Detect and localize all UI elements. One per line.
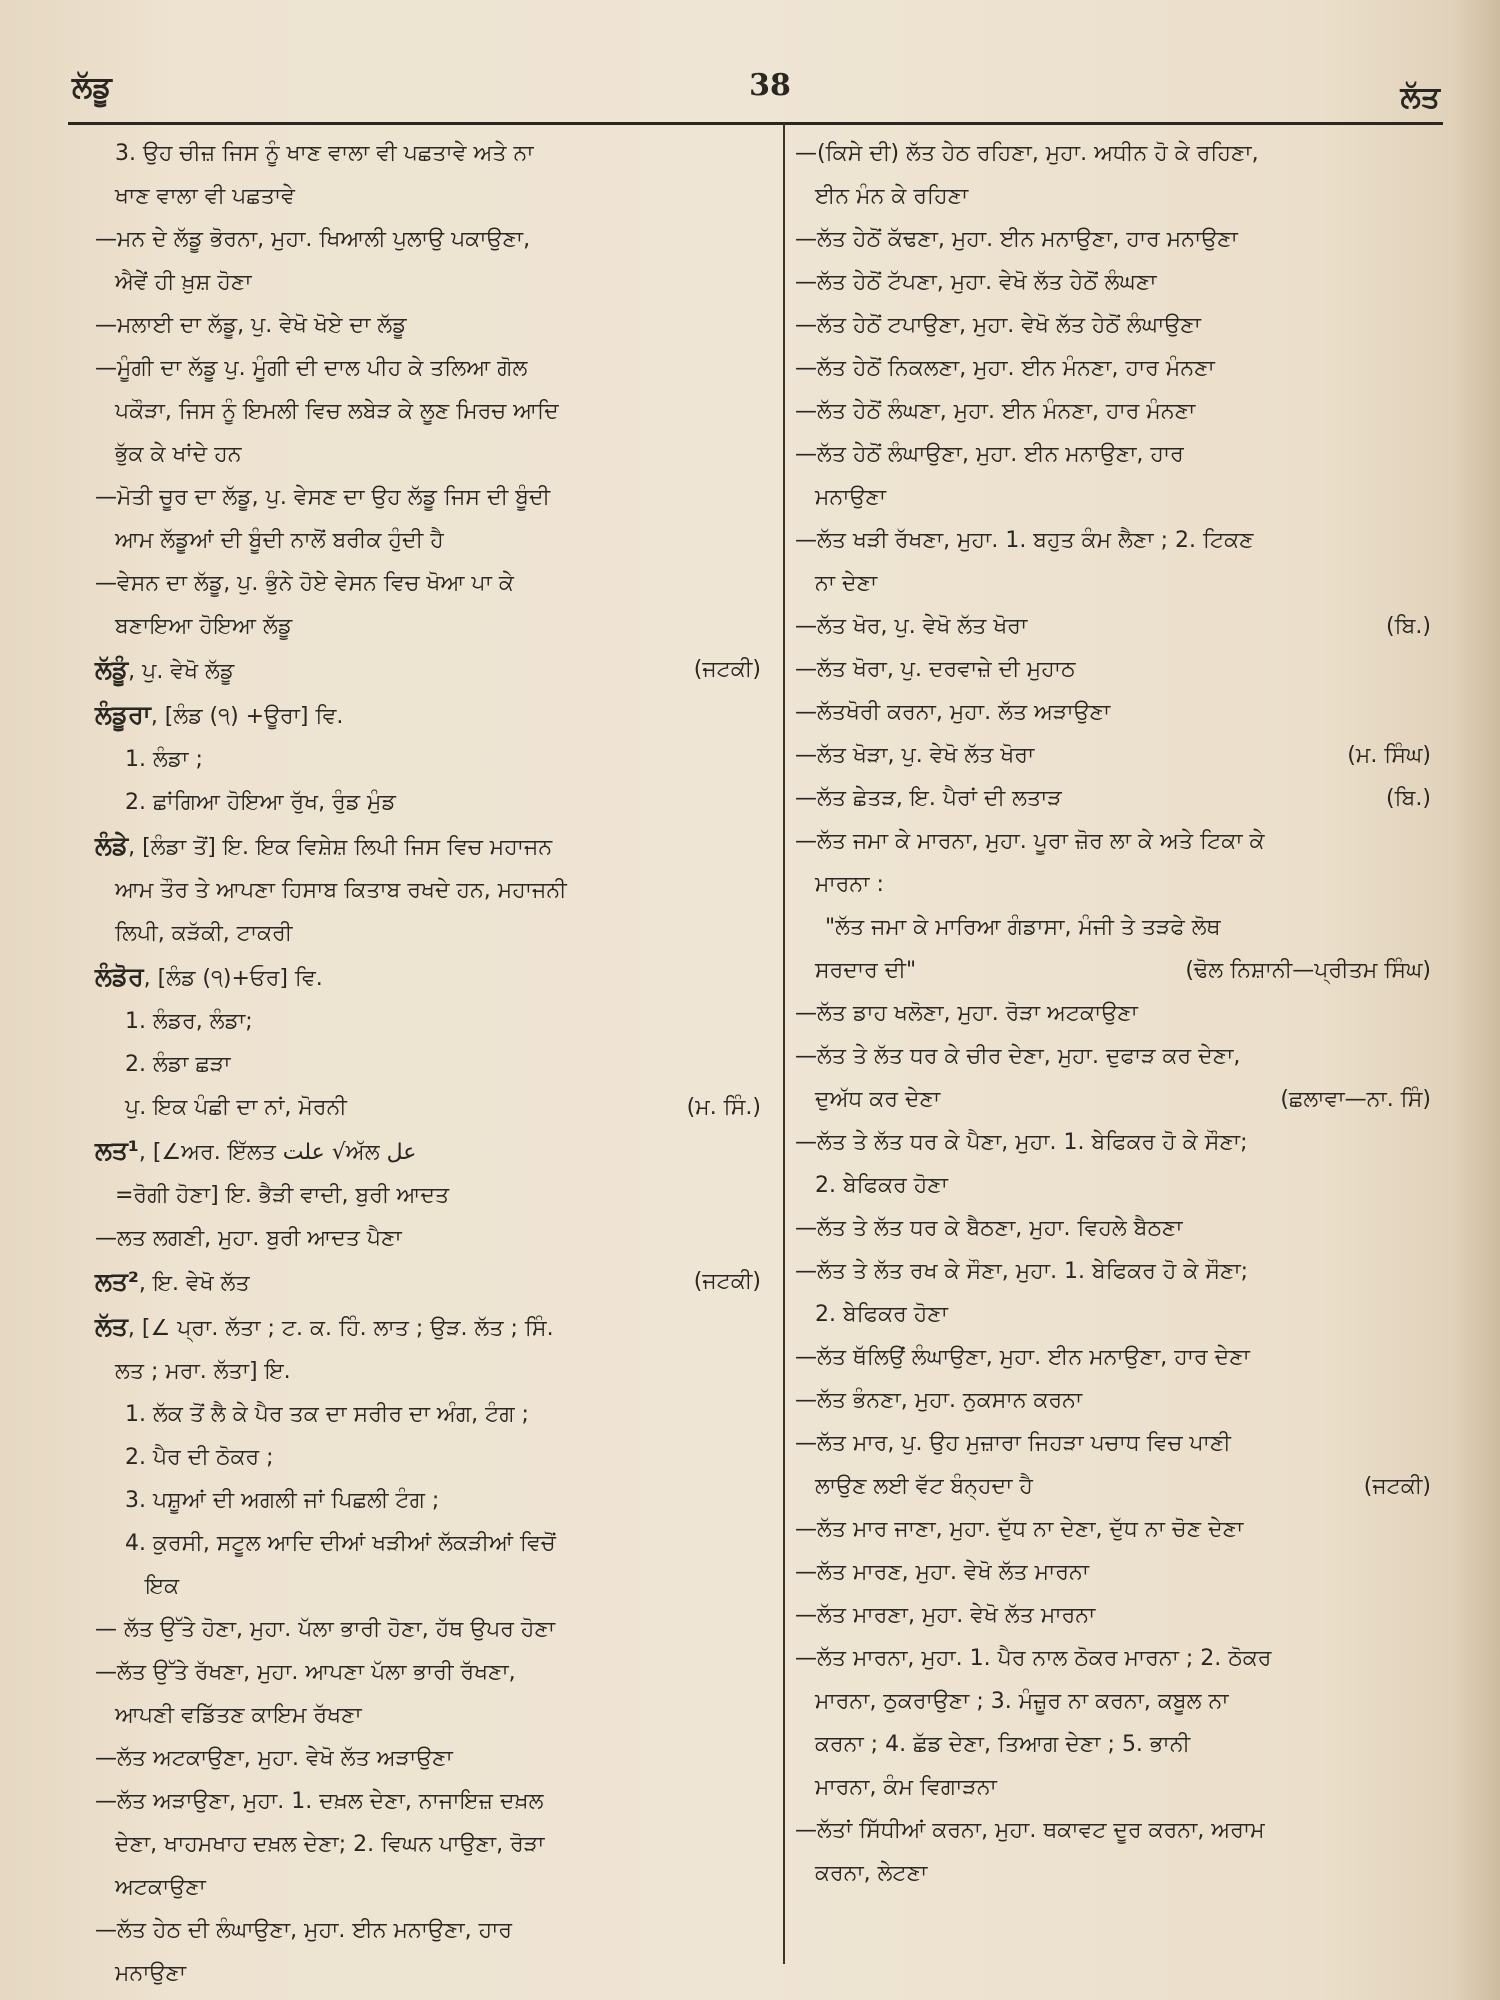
entry-text: —ਲੱਤ ਮਾਰਣਾ, ਮੁਹਾ. ਵੇਖੋ ਲੱਤ ਮਾਰਨਾ [795, 1603, 1096, 1628]
entry-text: —ਲੱਤ ਅੜਾਉਣਾ, ਮੁਹਾ. 1. ਦਖ਼ਲ ਦੇਣਾ, ਨਾਜਾਇਜ਼ ਦਖ਼ਲ [95, 1789, 544, 1814]
entry-text: , ਪੁ. ਵੇਖੋ ਲੱਡੂ [128, 659, 235, 684]
headword-line [95, 648, 765, 693]
entry-text: ਬਣਾਇਆ ਹੋਇਆ ਲੱਡੂ [115, 614, 293, 639]
entry-text: —ਲੱਤ ਜਮਾ ਕੇ ਮਾਰਨਾ, ਮੁਹਾ. ਪੂਰਾ ਜ਼ੋਰ ਲਾ ਕੇ ਅਤੇ ਟਿਕਾ ਕੇ [795, 829, 1265, 854]
source-tag: (ਛਲਾਵਾ—ਨਾ. ਸਿੰ) [1280, 1087, 1431, 1112]
entry-text: 3. ਉਹ ਚੀਜ਼ ਜਿਸ ਨੂੰ ਖਾਣ ਵਾਲਾ ਵੀ ਪਛਤਾਵੇ ਅਤੇ ਨਾ [115, 141, 534, 166]
entry-line [95, 1393, 765, 1436]
entry-line [795, 648, 1435, 691]
entry-text: 2. ਬੇਫਿਕਰ ਹੋਣਾ [815, 1173, 948, 1198]
page-number: 38 [749, 68, 791, 103]
entry-text: —ਲੱਤ ਤੇ ਲੱਤ ਧਰ ਕੇ ਪੈਣਾ, ਮੁਹਾ. 1. ਬੇਫਿਕਰ ਹੋ ਕੇ ਸੌਣਾ; [795, 1130, 1248, 1155]
entry-line [95, 476, 765, 519]
entry-text: —ਲੱਤ ਹੇਠੋਂ ਨਿਕਲਣਾ, ਮੁਹਾ. ਈਨ ਮੰਨਣਾ, ਹਾਰ ਮੰਨਣਾ [795, 356, 1215, 381]
entry-text: , ਇ. ਵੇਖੋ ਲੱਤ [138, 1271, 250, 1296]
source-tag: (ਮ. ਸਿੰ.) [686, 1095, 761, 1120]
entry-line [95, 1909, 765, 1952]
entry-text: ਪਕੌੜਾ, ਜਿਸ ਨੂੰ ਇਮਲੀ ਵਿਚ ਲਬੇੜ ਕੇ ਲੂਣ ਮਿਰਚ ਆਦਿ [115, 399, 559, 424]
entry-text: ਪੁ. ਇਕ ਪੰਛੀ ਦਾ ਨਾਂ, ਮੋਰਨੀ [125, 1095, 347, 1120]
entry-line [795, 1035, 1435, 1078]
entry-text: , [ਲੰਡ (੧)+ਓਰ] ਵਿ. [143, 966, 323, 991]
entry-text: —ਮੋਤੀ ਚੂਰ ਦਾ ਲੱਡੂ, ਪੁ. ਵੇਸਣ ਦਾ ਉਹ ਲੱਡੂ ਜਿਸ ਦੀ ਬੂੰਦੀ [95, 485, 551, 510]
page-header [70, 62, 1440, 122]
entry-text: ਐਵੇਂ ਹੀ ਖ਼ੁਸ਼ ਹੋਣਾ [115, 270, 252, 295]
entry-line [95, 1737, 765, 1780]
entry-text: 2. ਪੈਰ ਦੀ ਠੋਕਰ ; [125, 1445, 274, 1470]
entry-text: 4. ਕੁਰਸੀ, ਸਟੂਲ ਆਦਿ ਦੀਆਂ ਖੜੀਆਂ ਲੱਕੜੀਆਂ ਵਿਚੋਂ [125, 1531, 556, 1556]
entry-text: —ਲੱਤ ਖੜੀ ਰੱਖਣਾ, ਮੁਹਾ. 1. ਬਹੁਤ ਕੰਮ ਲੈਣਾ ; 2. ਟਿਕਣ [795, 528, 1254, 553]
entry-line [795, 218, 1435, 261]
entry-text: —ਲੱਤ ਤੇ ਲੱਤ ਰਖ ਕੇ ਸੌਣਾ, ਮੁਹਾ. 1. ਬੇਫਿਕਰ ਹੋ ਕੇ ਸੌਣਾ; [795, 1259, 1249, 1284]
header-rule [68, 122, 1443, 125]
right-column [795, 132, 1435, 1972]
source-tag: (ਬਿ.) [1386, 786, 1431, 811]
entry-line [95, 605, 765, 648]
entry-line [95, 1174, 765, 1217]
headword-line [95, 955, 765, 1000]
entry-text: —ਲੱਤ ਉੱਤੇ ਰੱਖਣਾ, ਮੁਹਾ. ਆਪਣਾ ਪੱਲਾ ਭਾਰੀ ਰੱਖਣਾ, [95, 1660, 516, 1685]
entry-text: ਮਾਰਨਾ : [815, 872, 884, 897]
entry-text: —ਲੱਤ ਖੋੜਾ, ਪੁ. ਵੇਖੋ ਲੱਤ ਖੋਰਾ [795, 743, 1035, 768]
entry-text: 1. ਲੰਡਰ, ਲੰਡਾ; [125, 1009, 253, 1034]
entry-line [95, 218, 765, 261]
entry-text: 1. ਲੱਕ ਤੋਂ ਲੈ ਕੇ ਪੈਰ ਤਕ ਦਾ ਸਰੀਰ ਦਾ ਅੰਗ, ਟੰਗ ; [125, 1402, 529, 1427]
entry-line [95, 519, 765, 562]
entry-line [795, 261, 1435, 304]
entry-line [95, 1086, 765, 1129]
entry-line [795, 1121, 1435, 1164]
headword-line [95, 1260, 765, 1305]
entry-line [795, 1078, 1435, 1121]
entry-line [795, 863, 1435, 906]
entry-line [795, 1508, 1435, 1551]
entry-text: —ਲੱਤ ਹੇਠੋਂ ਟੱਪਣਾ, ਮੁਹਾ. ਵੇਖੋ ਲੱਤ ਹੇਠੋਂ ਲੰਘਣਾ [795, 270, 1157, 295]
source-tag: (ਜਟਕੀ) [693, 1269, 761, 1294]
headword: ਲੰਡੋਰ [95, 962, 144, 991]
entry-line [95, 261, 765, 304]
entry-text: ਲਿਪੀ, ਕੜੱਕੀ, ਟਾਕਰੀ [115, 921, 293, 946]
entry-text: —ਲੱਤ ਹੇਠੋਂ ਕੱਢਣਾ, ਮੁਹਾ. ਈਨ ਮਨਾਉਣਾ, ਹਾਰ ਮਨਾਉਣਾ [795, 227, 1238, 252]
entry-text: ਕਰਨਾ ; 4. ਛੱਡ ਦੇਣਾ, ਤਿਆਗ ਦੇਣਾ ; 5. ਭਾਨੀ [815, 1732, 1191, 1757]
entry-line [795, 347, 1435, 390]
entry-text: —ਲੱਤ ਛੇਤੜ, ਇ. ਪੈਰਾਂ ਦੀ ਲਤਾੜ [795, 786, 1062, 811]
entry-line [795, 1766, 1435, 1809]
entry-text: ਆਮ ਲੱਡੂਆਂ ਦੀ ਬੂੰਦੀ ਨਾਲੋਂ ਬਰੀਕ ਹੁੰਦੀ ਹੈ [115, 528, 444, 553]
entry-text: 3. ਪਸ਼ੂਆਂ ਦੀ ਅਗਲੀ ਜਾਂ ਪਿਛਲੀ ਟੰਗ ; [125, 1488, 440, 1513]
entry-text: ਖਾਣ ਵਾਲਾ ਵੀ ਪਛਤਾਵੇ [115, 184, 295, 209]
headword-line [95, 693, 765, 738]
entry-line [95, 562, 765, 605]
entry-text: 2. ਛਾਂਗਿਆ ਹੋਇਆ ਰੁੱਖ, ਰੁੰਡ ਮੁੰਡ [125, 790, 396, 815]
entry-text: ਮਾਰਨਾ, ਕੰਮ ਵਿਗਾੜਨਾ [815, 1775, 997, 1800]
entry-line [95, 1952, 765, 1995]
entry-text: , [ਲੰਡ (੧) +ਊਰਾ] ਵਿ. [150, 704, 344, 729]
entry-line [795, 1637, 1435, 1680]
entry-line [95, 1522, 765, 1565]
entry-text: , [ਲੰਡਾ ਤੋਂ] ਇ. ਇਕ ਵਿਸ਼ੇਸ਼ ਲਿਪੀ ਜਿਸ ਵਿਚ ਮਹਾਜਨ [128, 835, 553, 860]
entry-line [795, 820, 1435, 863]
entry-text: —ਲੱਤ ਹੇਠ ਦੀ ਲੰਘਾਉਣਾ, ਮੁਹਾ. ਈਨ ਮਨਾਉਣਾ, ਹਾਰ [95, 1918, 513, 1943]
entry-text: —ਲੱਤ ਥੱਲਿਉਂ ਲੰਘਾਉਣਾ, ਮੁਹਾ. ਈਨ ਮਨਾਉਣਾ, ਹਾਰ ਦੇਣਾ [795, 1345, 1250, 1370]
entry-line [795, 906, 1435, 949]
entry-line [95, 869, 765, 912]
entry-line [795, 1293, 1435, 1336]
entry-text: —ਲੱਤਾਂ ਸਿੱਧੀਆਂ ਕਰਨਾ, ਮੁਹਾ. ਥਕਾਵਟ ਦੂਰ ਕਰਨਾ, ਅਰਾਮ [795, 1818, 1265, 1843]
headword: ਲੰਡੂਰਾ [95, 700, 151, 729]
entry-text: ਮਾਰਨਾ, ਠੁਕਰਾਉਣਾ ; 3. ਮੰਜ਼ੂਰ ਨਾ ਕਰਨਾ, ਕਬੂਲ ਨਾ [815, 1689, 1229, 1714]
entry-text: —ਲੱਤ ਡਾਹ ਖਲੋਣਾ, ਮੁਹਾ. ਰੋੜਾ ਅਟਕਾਉਣਾ [795, 1001, 1138, 1026]
entry-line [795, 132, 1435, 175]
entry-line [795, 1551, 1435, 1594]
headword: ਲੱਡੂੰ [95, 655, 129, 684]
entry-line [95, 1823, 765, 1866]
source-tag: (ਜਟਕੀ) [693, 657, 761, 682]
source-tag: (ਮ. ਸਿੰਘ) [1347, 743, 1431, 768]
entry-text: ਨਾ ਦੇਣਾ [815, 571, 878, 596]
entry-text: ਲਤ ; ਮਰਾ. ਲੱਤਾ] ਇ. [115, 1359, 291, 1384]
entry-line [95, 1694, 765, 1737]
entry-text: ਮਨਾਉਣਾ [815, 485, 887, 510]
entry-text: — ਲੱਤ ਉੱਤੇ ਹੋਣਾ, ਮੁਹਾ. ਪੱਲਾ ਭਾਰੀ ਹੋਣਾ, ਹੱਥ ਉਪਰ ਹੋਣਾ [95, 1617, 556, 1642]
entry-line [95, 781, 765, 824]
entry-text: 2. ਲੰਡਾ ਛੜਾ [125, 1052, 231, 1077]
entry-text: —ਲੱਤ ਮਾਰ ਜਾਣਾ, ਮੁਹਾ. ਦੁੱਧ ਨਾ ਦੇਣਾ, ਦੁੱਧ ਨਾ ਚੋਣ ਦੇਣਾ [795, 1517, 1244, 1542]
entry-line [795, 1250, 1435, 1293]
entry-text: —ਲੱਤਖੋਰੀ ਕਰਨਾ, ਮੁਹਾ. ਲੱਤ ਅੜਾਉਣਾ [795, 700, 1111, 725]
entry-text: ਆਪਣੀ ਵਡਿੱਤਣ ਕਾਇਮ ਰੱਖਣਾ [115, 1703, 362, 1728]
headword: ਲੱਤ [95, 1312, 128, 1341]
entry-line [795, 777, 1435, 820]
next-page-edge [1448, 0, 1500, 2000]
entry-text: ਲਾਉਣ ਲਈ ਵੱਟ ਬੰਨ੍ਹਦਾ ਹੈ [815, 1474, 1033, 1499]
entry-line [795, 1465, 1435, 1508]
source-tag: (ਬਿ.) [1386, 614, 1431, 639]
entry-text: 1. ਲੰਡਾ ; [125, 747, 203, 772]
entry-text: ਈਨ ਮੰਨ ਕੇ ਰਹਿਣਾ [815, 184, 969, 209]
entry-text: —ਲੱਤ ਮਾਰ, ਪੁ. ਉਹ ਮੁਜ਼ਾਰਾ ਜਿਹੜਾ ਪਚਾਧ ਵਿਚ ਪਾਣੀ [795, 1431, 1231, 1456]
entry-text: —ਲੱਤ ਤੇ ਲੱਤ ਧਰ ਕੇ ਬੈਠਣਾ, ਮੁਹਾ. ਵਿਹਲੇ ਬੈਠਣਾ [795, 1216, 1183, 1241]
entry-line [795, 1852, 1435, 1895]
entry-text: =ਰੋਗੀ ਹੋਣਾ] ਇ. ਭੈੜੀ ਵਾਦੀ, ਬੁਰੀ ਆਦਤ [115, 1183, 450, 1208]
header-right-guide-word: ਲੱਤ [1400, 80, 1440, 115]
entry-line [795, 734, 1435, 777]
entry-text: —ਲੱਤ ਖੋਰਾ, ਪੁ. ਦਰਵਾਜ਼ੇ ਦੀ ਮੁਹਾਠ [795, 657, 1076, 682]
entry-text: ਅਟਕਾਉਣਾ [115, 1875, 206, 1900]
left-column [95, 132, 765, 1986]
entry-line [795, 1680, 1435, 1723]
entry-text: ਸਰਦਾਰ ਦੀ" [815, 958, 917, 983]
entry-line [795, 1594, 1435, 1637]
entry-text: —ਲੱਤ ਅਟਕਾਉਣਾ, ਮੁਹਾ. ਵੇਖੋ ਲੱਤ ਅੜਾਉਣਾ [95, 1746, 453, 1771]
entry-text: —ਮਲਾਈ ਦਾ ਲੱਡੂ, ਪੁ. ਵੇਖੋ ਖੋਏ ਦਾ ਲੱਡੂ [95, 313, 407, 338]
entry-line [795, 433, 1435, 476]
entry-line [95, 1043, 765, 1086]
entry-line [795, 304, 1435, 347]
column-divider [783, 124, 785, 1964]
entry-text: ਇਕ [145, 1574, 180, 1599]
entry-line [795, 949, 1435, 992]
headword-line [95, 1305, 765, 1350]
entry-text: —ਮੂੰਗੀ ਦਾ ਲੱਡੂ ਪੁ. ਮੂੰਗੀ ਦੀ ਦਾਲ ਪੀਹ ਕੇ ਤਲਿਆ ਗੋਲ [95, 356, 528, 381]
headword: ਲਤ² [95, 1267, 139, 1296]
entry-line [795, 605, 1435, 648]
entry-text: ਮਨਾਉਣਾ [115, 1961, 187, 1986]
entry-line [95, 1350, 765, 1393]
entry-text: —ਵੇਸਨ ਦਾ ਲੱਡੂ, ਪੁ. ਭੁੰਨੇ ਹੋਏ ਵੇਸਨ ਵਿਚ ਖੋਆ ਪਾ ਕੇ [95, 571, 514, 596]
entry-line [795, 1379, 1435, 1422]
entry-line [95, 1000, 765, 1043]
entry-line [95, 1436, 765, 1479]
headword: ਲੰਡੇ [95, 831, 129, 860]
entry-line [795, 992, 1435, 1035]
entry-text: "ਲੱਤ ਜਮਾ ਕੇ ਮਾਰਿਆ ਗੰਡਾਸਾ, ਮੰਜੀ ਤੇ ਤੜਫੇ ਲੋਥ [825, 915, 1221, 940]
entry-line [795, 1164, 1435, 1207]
entry-text: , [∠ਅਰ. ਇੱਲਤ علت √ਅੱਲ عل [138, 1140, 417, 1165]
entry-text: —ਮਨ ਦੇ ਲੱਡੂ ਭੋਰਨਾ, ਮੁਹਾ. ਖਿਆਲੀ ਪੁਲਾਉ ਪਕਾਉਣਾ, [95, 227, 531, 252]
entry-line [95, 347, 765, 390]
entry-text: ਦੁਅੱਧ ਕਰ ਦੇਣਾ [815, 1087, 941, 1112]
entry-text: —ਲੱਤ ਮਾਰਨਾ, ਮੁਹਾ. 1. ਪੈਰ ਨਾਲ ਠੋਕਰ ਮਾਰਨਾ ; 2. ਠੋਕਰ [795, 1646, 1272, 1671]
header-left-guide-word: ਲੱਡੂ [72, 70, 112, 105]
entry-text: —ਲੱਤ ਮਾਰਣ, ਮੁਹਾ. ਵੇਖੋ ਲੱਤ ਮਾਰਨਾ [795, 1560, 1090, 1585]
headword-line [95, 1129, 765, 1174]
entry-line [795, 562, 1435, 605]
entry-line [795, 1422, 1435, 1465]
entry-line [95, 1565, 765, 1608]
entry-line [95, 912, 765, 955]
entry-line [95, 1651, 765, 1694]
entry-line [795, 1207, 1435, 1250]
entry-line [795, 175, 1435, 218]
entry-text: ਦੇਣਾ, ਖਾਹਮਖਾਹ ਦਖ਼ਲ ਦੇਣਾ; 2. ਵਿਘਨ ਪਾਉਣਾ, ਰੋੜਾ [115, 1832, 545, 1857]
entry-text: , [∠ ਪ੍ਰਾ. ਲੱਤਾ ; ਟ. ਕ. ਹਿੰ. ਲਾਤ ; ਉੜ. ਲੱਤ ; ਸਿੰ. [127, 1316, 554, 1341]
entry-text: —ਲੱਤ ਤੇ ਲੱਤ ਧਰ ਕੇ ਚੀਰ ਦੇਣਾ, ਮੁਹਾ. ਦੁਫਾੜ ਕਰ ਦੇਣਾ, [795, 1044, 1241, 1069]
entry-line [95, 132, 765, 175]
entry-line [95, 738, 765, 781]
entry-line [795, 1809, 1435, 1852]
entry-line [95, 1608, 765, 1651]
entry-text: —(ਕਿਸੇ ਦੀ) ਲੱਤ ਹੇਠ ਰਹਿਣਾ, ਮੁਹਾ. ਅਧੀਨ ਹੋ ਕੇ ਰਹਿਣਾ, [795, 141, 1259, 166]
entry-line [95, 1217, 765, 1260]
entry-text: —ਲੱਤ ਖੋਰ, ਪੁ. ਵੇਖੋ ਲੱਤ ਖੋਰਾ [795, 614, 1028, 639]
entry-line [95, 433, 765, 476]
entry-line [795, 1336, 1435, 1379]
entry-line [95, 1780, 765, 1823]
entry-line [95, 1479, 765, 1522]
entry-line [795, 519, 1435, 562]
entry-line [795, 1723, 1435, 1766]
entry-text: —ਲੱਤ ਭੰਨਣਾ, ਮੁਹਾ. ਨੁਕਸਾਨ ਕਰਨਾ [795, 1388, 1083, 1413]
entry-line [795, 476, 1435, 519]
entry-line [795, 390, 1435, 433]
source-tag: (ਜਟਕੀ) [1363, 1474, 1431, 1499]
headword-line [95, 824, 765, 869]
entry-line [95, 1866, 765, 1909]
entry-line [95, 390, 765, 433]
entry-text: —ਲੱਤ ਹੇਠੋਂ ਲੰਘਾਉਣਾ, ਮੁਹਾ. ਈਨ ਮਨਾਉਣਾ, ਹਾਰ [795, 442, 1184, 467]
entry-text: ਭੁੱਕ ਕੇ ਖਾਂਦੇ ਹਨ [115, 442, 242, 467]
headword: ਲਤ¹ [95, 1136, 139, 1165]
entry-text: —ਲੱਤ ਹੇਠੋਂ ਟਪਾਉਣਾ, ਮੁਹਾ. ਵੇਖੋ ਲੱਤ ਹੇਠੋਂ ਲੰਘਾਉਣਾ [795, 313, 1201, 338]
entry-text: ਕਰਨਾ, ਲੇਟਣਾ [815, 1861, 928, 1886]
entry-text: 2. ਬੇਫਿਕਰ ਹੋਣਾ [815, 1302, 948, 1327]
entry-line [795, 691, 1435, 734]
entry-text: ਆਮ ਤੌਰ ਤੇ ਆਪਣਾ ਹਿਸਾਬ ਕਿਤਾਬ ਰਖਦੇ ਹਨ, ਮਹਾਜਨੀ [115, 878, 567, 903]
entry-line [95, 175, 765, 218]
entry-text: —ਲੱਤ ਹੇਠੋਂ ਲੰਘਣਾ, ਮੁਹਾ. ਈਨ ਮੰਨਣਾ, ਹਾਰ ਮੰਨਣਾ [795, 399, 1196, 424]
source-tag: (ਢੋਲ ਨਿਸ਼ਾਨੀ—ਪ੍ਰੀਤਮ ਸਿੰਘ) [1185, 958, 1431, 983]
entry-text: —ਲਤ ਲਗਣੀ, ਮੁਹਾ. ਬੁਰੀ ਆਦਤ ਪੈਣਾ [95, 1226, 402, 1251]
entry-line [95, 304, 765, 347]
